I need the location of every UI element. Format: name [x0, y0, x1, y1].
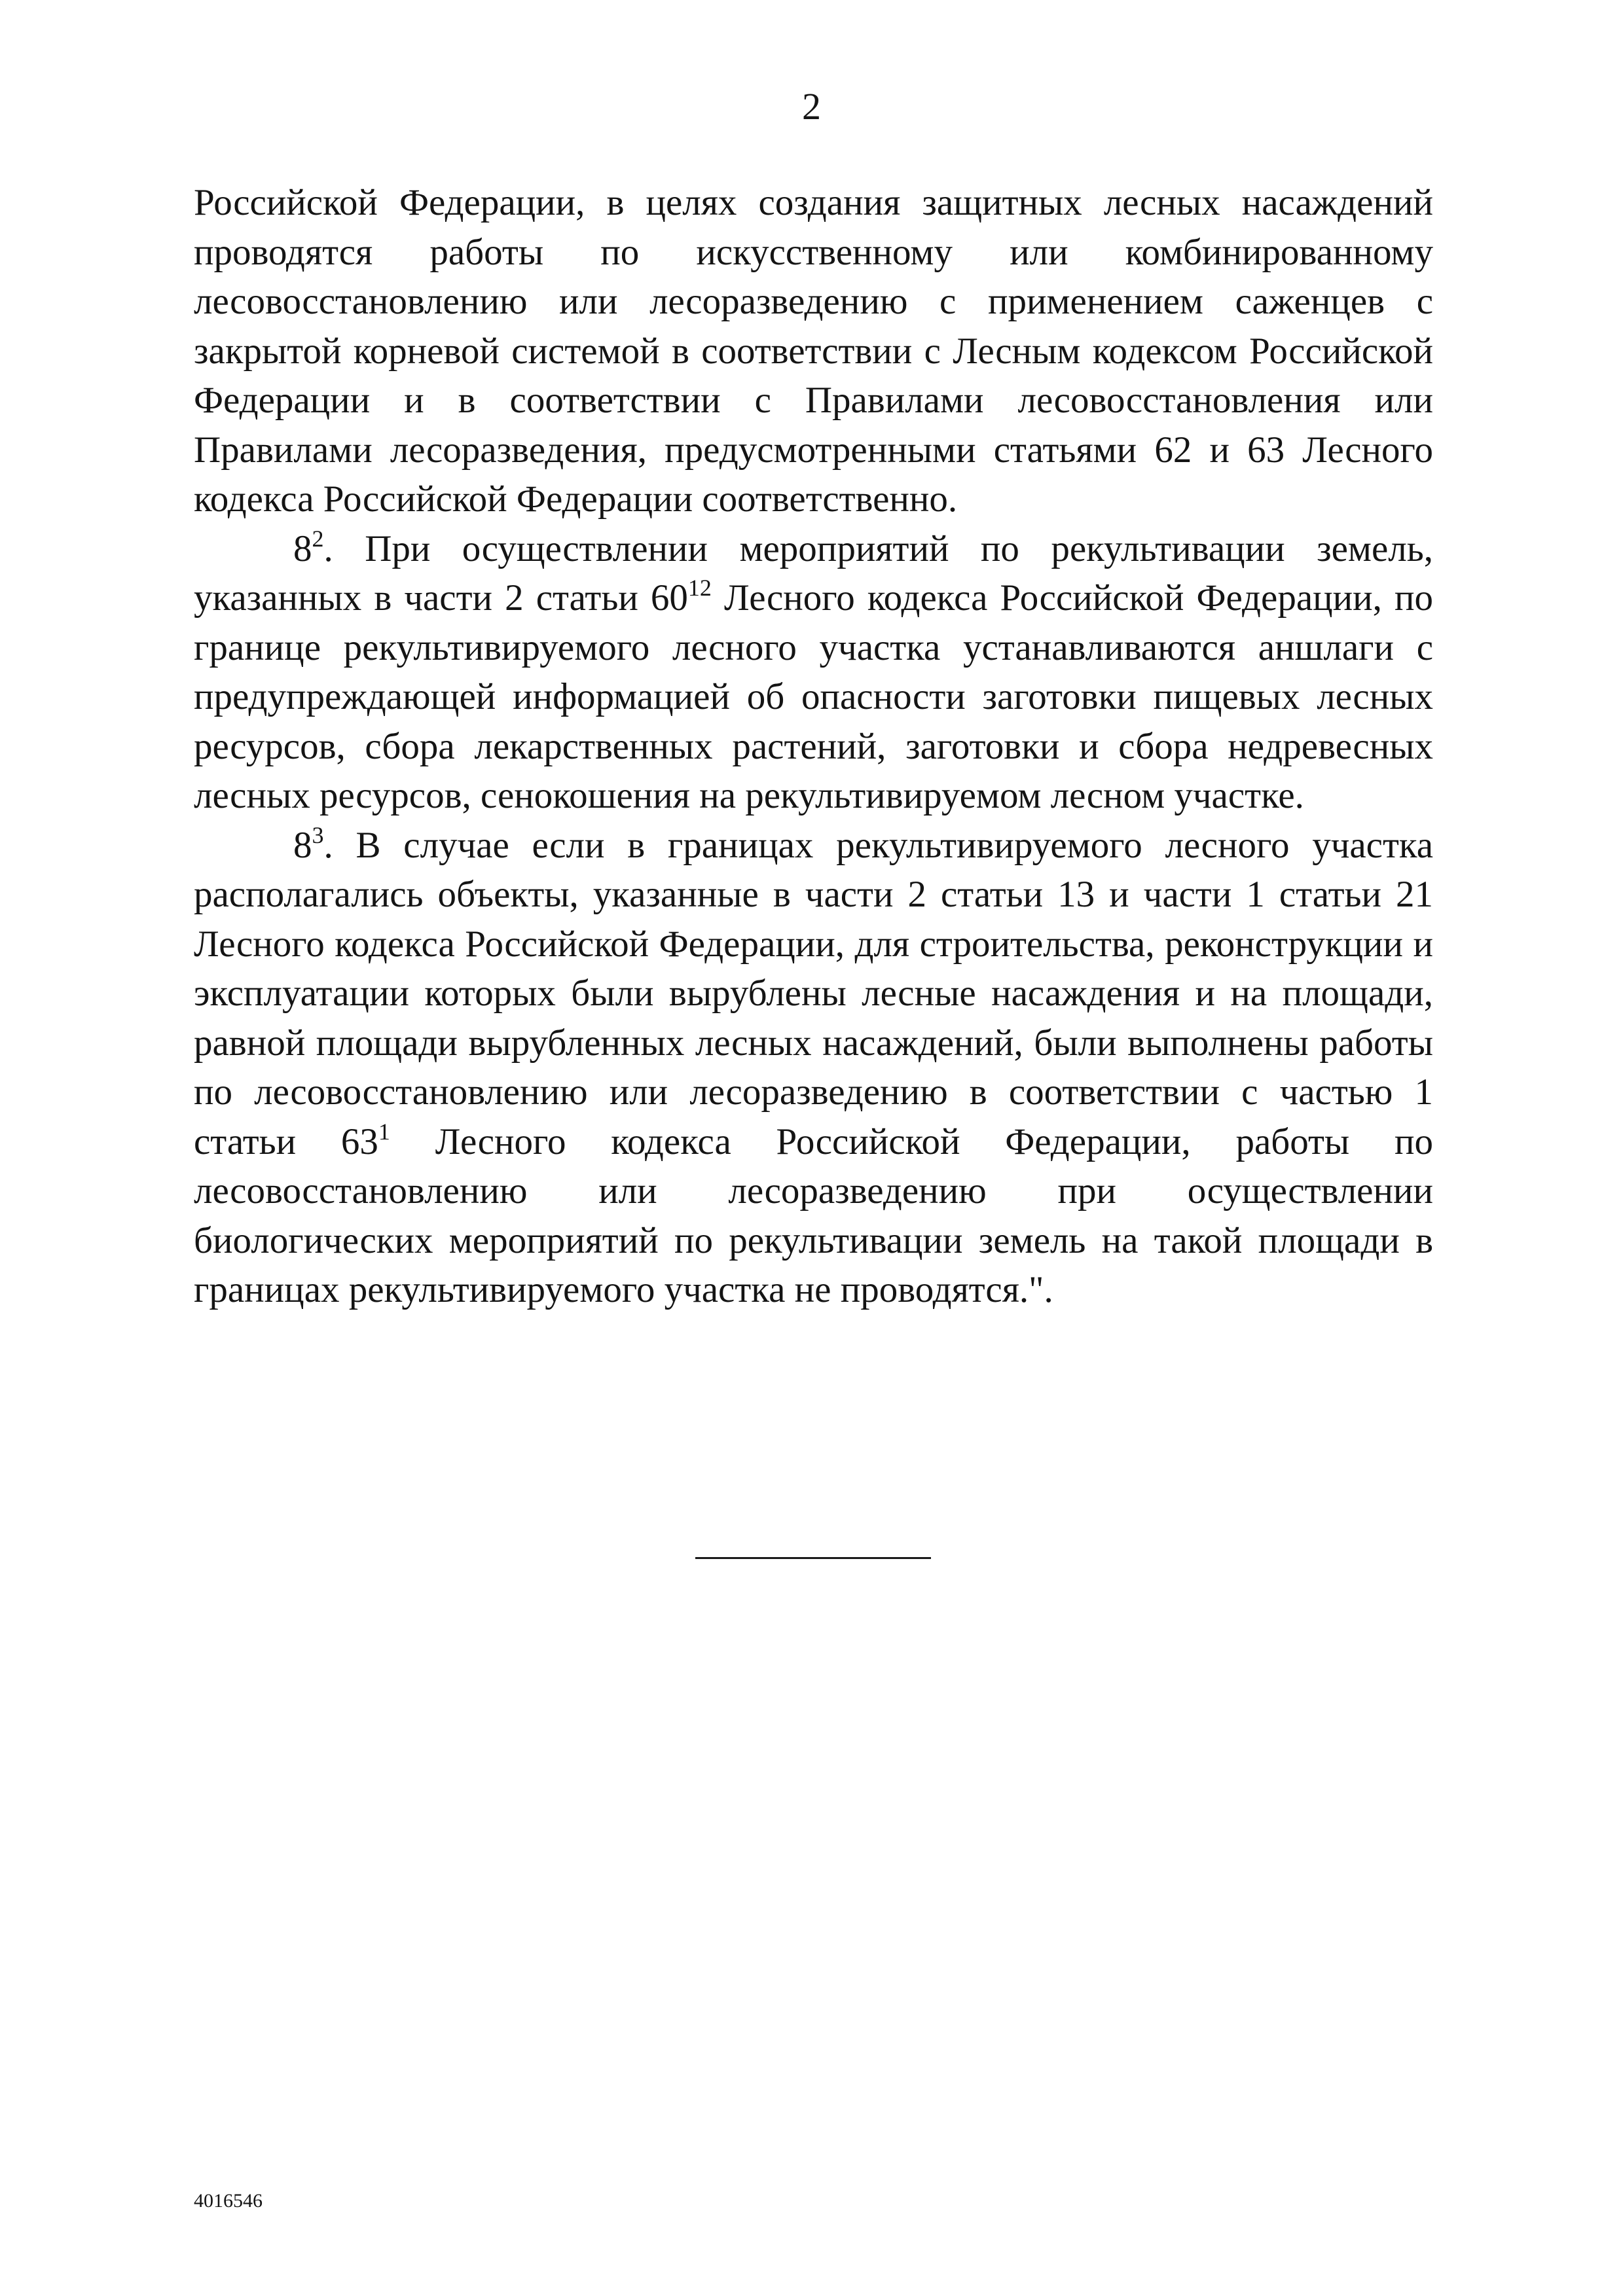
clause-number-superscript: 3	[312, 821, 324, 848]
clause-text-lead: . При осуществлении мероприятий по рекультивации земель, указанных в части 2 статьи 60	[194, 528, 1433, 619]
paragraph-8-2	[194, 524, 1433, 821]
clause-text-rest: Лесного кодекса Российской Федерации, по границе рекультивируемого лесного участка устанавливаются аншлаги с предупреждающей информацией об опасности заготовки пищевых лесных ресурсов, сбора лекарственных растений, заготовки и сбора недревесных лесных ресурсов, сенокошения на рекультивируемом лесном участке.	[194, 577, 1433, 816]
clause-number: 8	[293, 528, 312, 569]
page-number: 2	[802, 85, 821, 128]
document-code: 4016546	[194, 2190, 263, 2212]
article-superscript: 1	[378, 1118, 390, 1145]
document-body	[194, 178, 1433, 1315]
clause-number-superscript: 2	[312, 525, 324, 552]
clause-text-rest: Лесного кодекса Российской Федерации, работы по лесовосстановлению или лесоразведению при осуществлении биологических мероприятий по рекультивации земель на такой площади в границах рекультивируемого участка не проводятся.".	[194, 1121, 1433, 1310]
paragraph-continuation: Российской Федерации, в целях создания защитных лесных насаждений проводятся работы по искусственному или комбинированному лесовосстановлению или лесоразведению с применением саженцев с закрытой корневой системой в соответствии с Лесным кодексом Российской Федерации и в соответствии с Правилами лесовосстановления или Правилами лесоразведения, предусмотренными статьями 62 и 63 Лесного кодекса Российской Федерации соответственно.	[194, 182, 1433, 520]
end-separator-line	[695, 1557, 931, 1559]
article-superscript: 12	[687, 575, 712, 601]
clause-text-lead: . В случае если в границах рекультивируемого лесного участка располагались объекты, указанные в части 2 статьи 13 и части 1 статьи 21 Лесного кодекса Российской Федерации, для строительства, реконструкции и эксплуатации которых были вырублены лесные насаждения и на площади, равной площади вырубленных лесных насаждений, были выполнены работы по лесовосстановлению или лесоразведению в соответствии с частью 1 статьи 63	[194, 824, 1433, 1162]
clause-number: 8	[293, 824, 312, 866]
paragraph-8-3	[194, 821, 1433, 1315]
